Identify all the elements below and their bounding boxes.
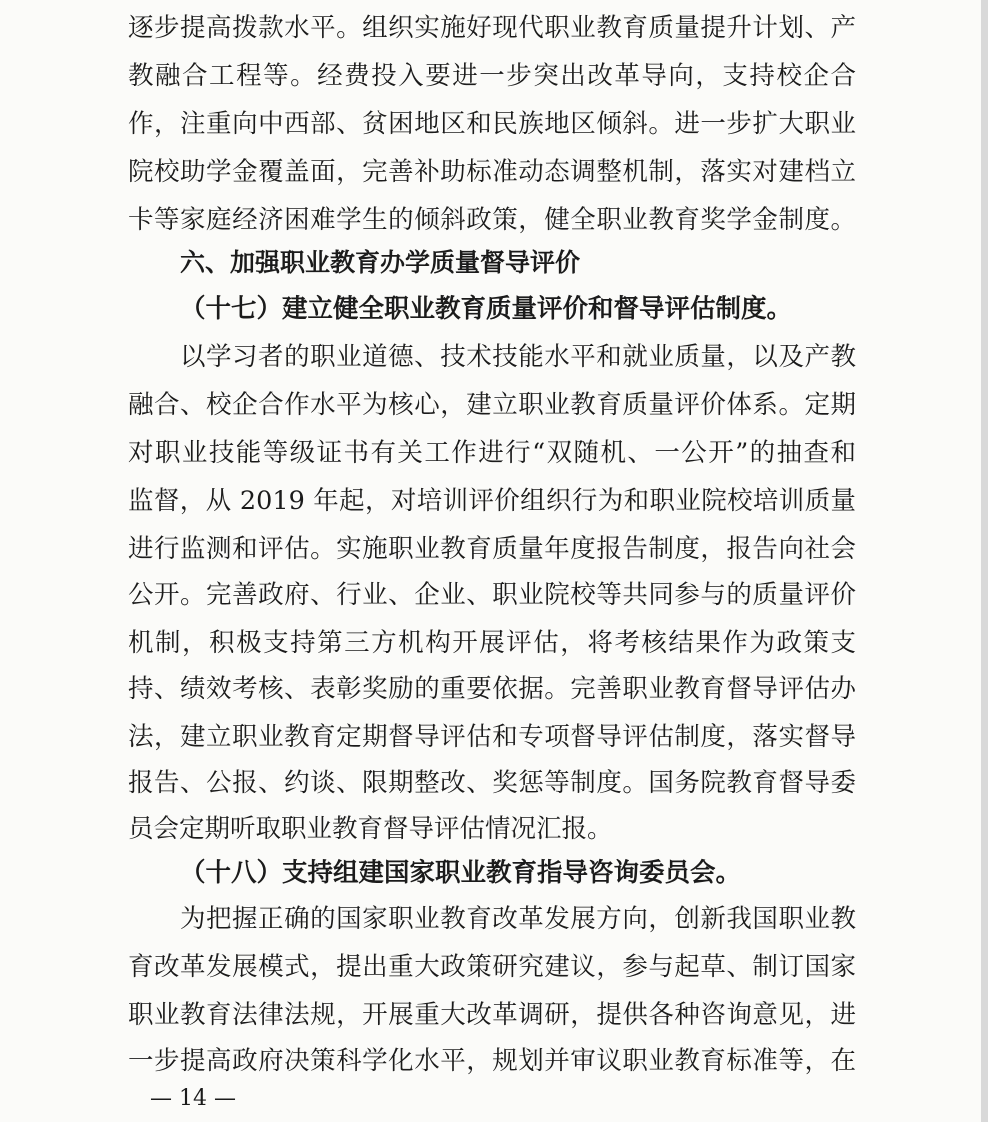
- body-line: 监督，从 2019 年起，对培训评价组织行为和职业院校培训质量: [128, 486, 856, 516]
- page-number: — 14 —: [150, 1086, 236, 1111]
- body-line: 职业教育法律法规，开展重大改革调研，提供各种咨询意见，进: [128, 1000, 856, 1030]
- subsection-heading: （十八）支持组建国家职业教育指导咨询委员会。: [180, 858, 742, 888]
- body-line: 育改革发展模式，提出重大政策研究建议，参与起草、制订国家: [128, 952, 856, 982]
- body-line: 融合、校企合作水平为核心，建立职业教育质量评价体系。定期: [128, 390, 856, 420]
- body-line: 一步提高政府决策科学化水平，规划并审议职业教育标准等，在: [128, 1046, 856, 1076]
- body-line: 作，注重向中西部、贫困地区和民族地区倾斜。进一步扩大职业: [128, 109, 856, 139]
- body-line: 卡等家庭经济困难学生的倾斜政策，健全职业教育奖学金制度。: [128, 205, 856, 235]
- body-line: 持、绩效考核、表彰奖励的重要依据。完善职业教育督导评估办: [128, 674, 856, 704]
- body-line: 公开。完善政府、行业、企业、职业院校等共同参与的质量评价: [128, 580, 856, 610]
- body-line: 报告、公报、约谈、限期整改、奖惩等制度。国务院教育督导委: [128, 768, 856, 798]
- body-line: 为把握正确的国家职业教育改革发展方向，创新我国职业教: [180, 904, 856, 934]
- page-edge-shadow: [981, 0, 988, 1122]
- section-heading: 六、加强职业教育办学质量督导评价: [180, 248, 581, 277]
- body-line: 教融合工程等。经费投入要进一步突出改革导向，支持校企合: [128, 61, 856, 91]
- body-line: 对职业技能等级证书有关工作进行“双随机、一公开”的抽查和: [128, 438, 856, 468]
- body-line: 进行监测和评估。实施职业教育质量年度报告制度，报告向社会: [128, 534, 856, 564]
- body-line: 机制，积极支持第三方机构开展评估，将考核结果作为政策支: [128, 628, 856, 658]
- body-line: 院校助学金覆盖面，完善补助标准动态调整机制，落实对建档立: [128, 157, 856, 187]
- body-line: 以学习者的职业道德、技术技能水平和就业质量，以及产教: [180, 342, 856, 372]
- body-line: 员会定期听取职业教育督导评估情况汇报。: [128, 814, 613, 844]
- subsection-heading: （十七）建立健全职业教育质量评价和督导评估制度。: [180, 294, 793, 324]
- body-line: 法，建立职业教育定期督导评估和专项督导评估制度，落实督导: [128, 722, 856, 752]
- body-line: 逐步提高拨款水平。组织实施好现代职业教育质量提升计划、产: [128, 13, 856, 43]
